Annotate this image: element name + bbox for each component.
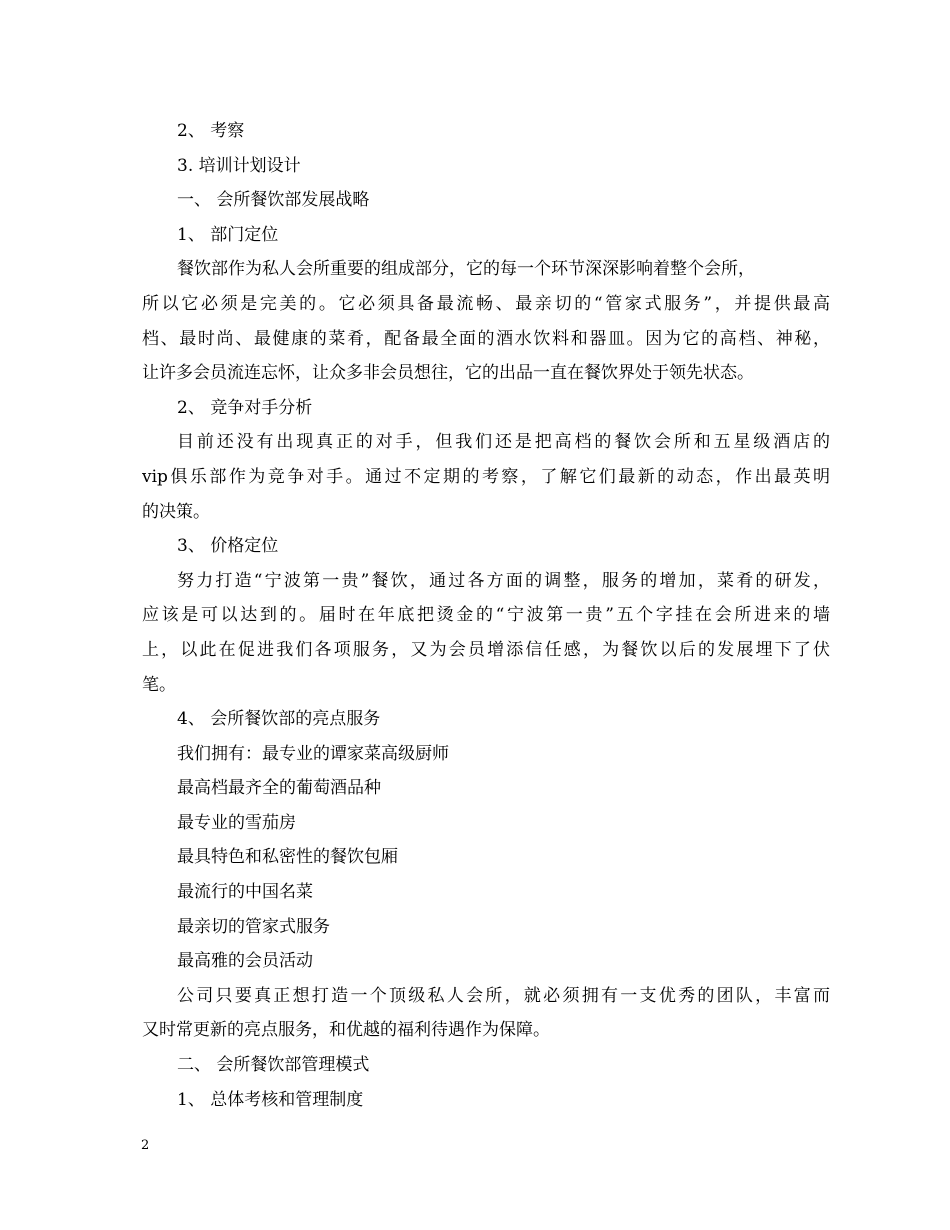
text-line: 公司只要真正想打造一个顶级私人会所，就必须拥有一支优秀的团队，丰富而 bbox=[177, 985, 830, 1006]
text-line: 最亲切的管家式服务 bbox=[177, 916, 330, 937]
text-line: vip俱乐部作为竞争对手。通过不定期的考察，了解它们最新的动态，作出最英明 bbox=[142, 466, 830, 487]
text-line: 最专业的雪茄房 bbox=[177, 812, 296, 833]
text-line: 3. 培训计划设计 bbox=[177, 155, 301, 176]
text-line: 2、 竞争对手分析 bbox=[177, 397, 313, 418]
text-line: 餐饮部作为私人会所重要的组成部分，它的每一个环节深深影响着整个会所， bbox=[177, 259, 755, 280]
text-line: 3、 价格定位 bbox=[177, 536, 279, 557]
text-line: 应该是可以达到的。届时在年底把烫金的“宁波第一贵”五个字挂在会所进来的墙 bbox=[142, 605, 830, 626]
text-line: 4、 会所餐饮部的亮点服务 bbox=[177, 709, 381, 730]
text-line: 我们拥有：最专业的谭家菜高级厨师 bbox=[177, 743, 449, 764]
text-line: 一、 会所餐饮部发展战略 bbox=[177, 190, 370, 211]
text-line: 1、 总体考核和管理制度 bbox=[177, 1089, 364, 1110]
document-body bbox=[142, 114, 830, 1117]
text-line: 二、 会所餐饮部管理模式 bbox=[177, 1055, 370, 1076]
text-line: 最高档最齐全的葡萄酒品种 bbox=[177, 778, 381, 799]
text-line: 上，以此在促进我们各项服务，又为会员增添信任感，为餐饮以后的发展埋下了伏 bbox=[142, 639, 830, 660]
text-line: 笔。 bbox=[142, 674, 176, 695]
text-line: 最具特色和私密性的餐饮包厢 bbox=[177, 847, 398, 868]
page-number: 2 bbox=[141, 1138, 150, 1153]
text-line: 最高雅的会员活动 bbox=[177, 951, 313, 972]
text-line: 让许多会员流连忘怀，让众多非会员想往，它的出品一直在餐饮界处于领先状态。 bbox=[142, 363, 754, 384]
text-line: 所以它必须是完美的。它必须具备最流畅、最亲切的“管家式服务”，并提供最高 bbox=[142, 293, 830, 314]
text-line: 2、 考察 bbox=[177, 121, 245, 141]
text-line: 1、 部门定位 bbox=[177, 224, 279, 245]
text-line: 目前还没有出现真正的对手，但我们还是把高档的餐饮会所和五星级酒店的 bbox=[177, 432, 830, 453]
text-line: 又时常更新的亮点服务，和优越的福利待遇作为保障。 bbox=[142, 1020, 550, 1041]
text-line: 最流行的中国名菜 bbox=[177, 882, 313, 903]
text-line: 档、最时尚、最健康的菜肴，配备最全面的酒水饮料和器皿。因为它的高档、神秘， bbox=[142, 328, 830, 349]
text-line: 的决策。 bbox=[142, 501, 210, 522]
text-line: 努力打造“宁波第一贵”餐饮，通过各方面的调整，服务的增加，菜肴的研发， bbox=[177, 570, 830, 591]
